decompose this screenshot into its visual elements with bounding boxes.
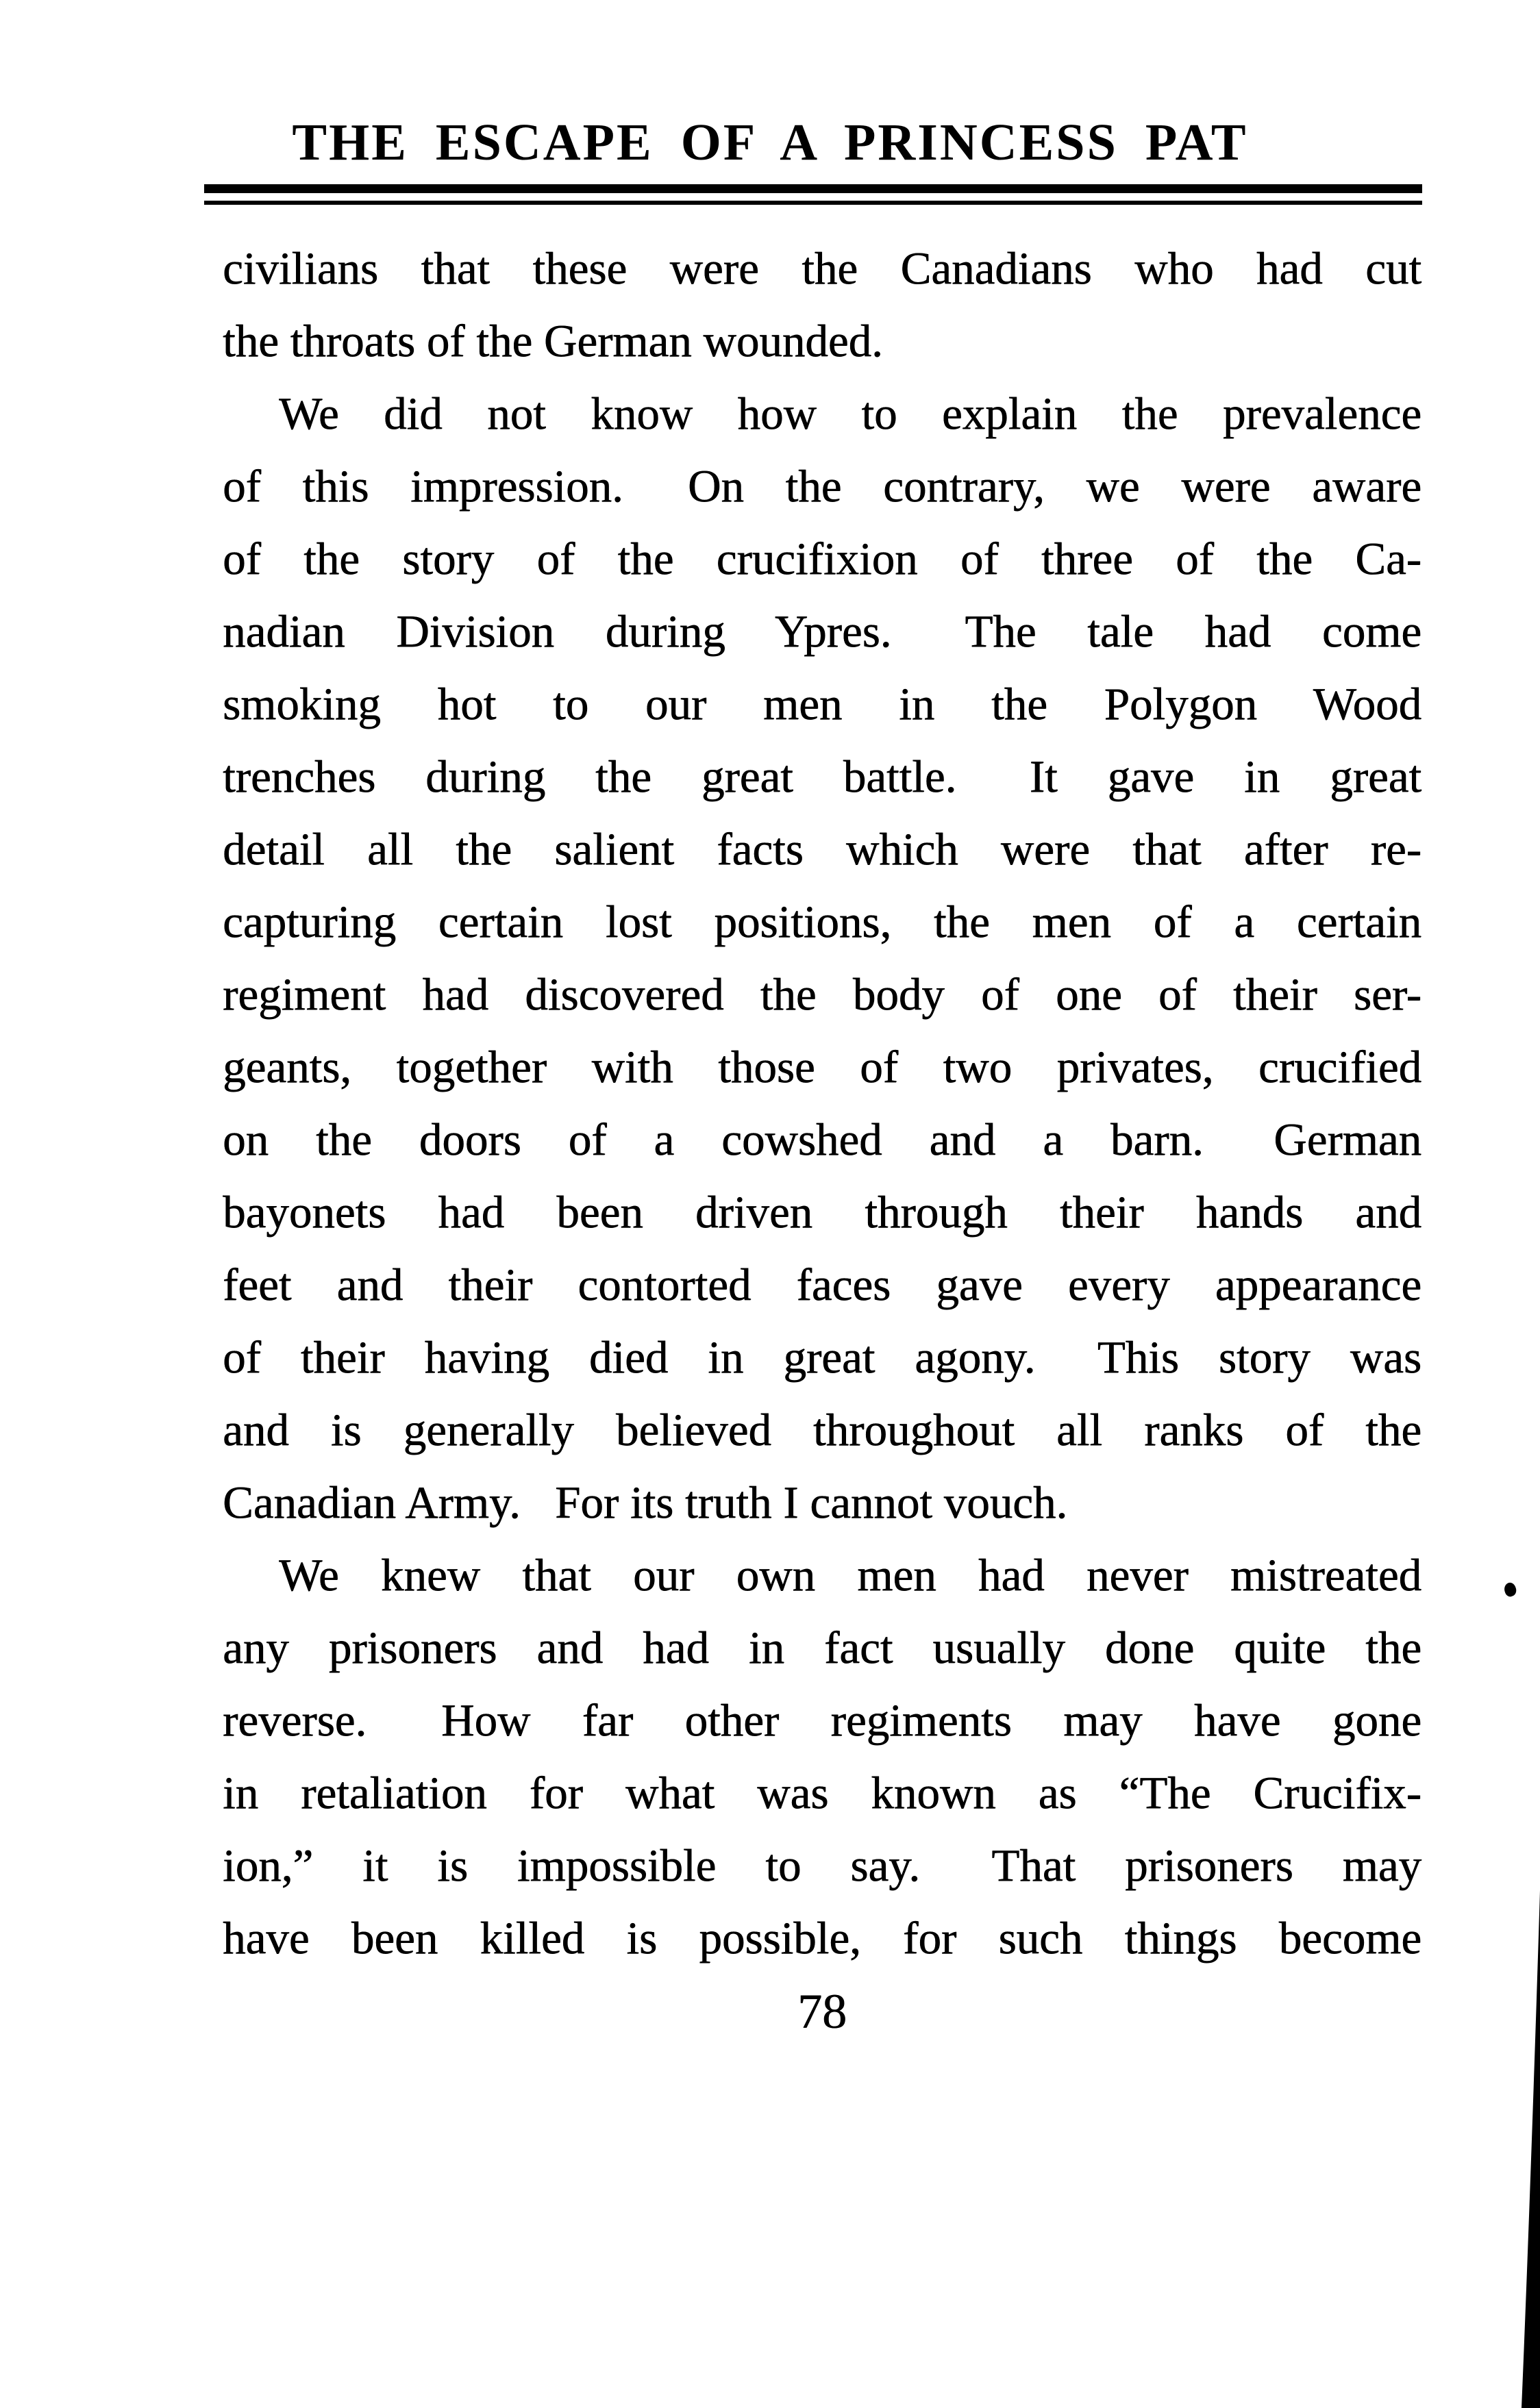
body-text-line: detail all the salient facts which were that after re- xyxy=(223,824,1421,875)
body-text-line: bayonets had been driven through their hands and xyxy=(223,1187,1421,1238)
ink-speck-artifact xyxy=(1502,1581,1518,1598)
body-text-line: civilians that these were the Canadians who had cut xyxy=(223,243,1421,294)
body-text-line: Canadian Army. For its truth I cannot vouch. xyxy=(223,1477,1068,1528)
body-text-line: and is generally believed throughout all ranks of the xyxy=(223,1405,1421,1455)
body-text-line: any prisoners and had in fact usually done quite the xyxy=(223,1622,1421,1673)
body-text-line: trenches during the great battle. It gave in great xyxy=(223,751,1421,802)
body-text-line: We knew that our own men had never mistreated xyxy=(279,1550,1421,1601)
body-text xyxy=(223,232,1421,1974)
body-text-line: capturing certain lost positions, the men of a certain xyxy=(223,896,1421,947)
body-text-line: on the doors of a cowshed and a barn. German xyxy=(223,1114,1421,1165)
body-text-line: ion,” it is impossible to say. That prisoners may xyxy=(223,1840,1421,1891)
body-text-line: feet and their contorted faces gave every appearance xyxy=(223,1259,1421,1310)
double-rule-bottom xyxy=(204,201,1422,205)
body-text-line: of this impression. On the contrary, we were aware xyxy=(223,461,1421,512)
body-text-line: reverse. How far other regiments may have gone xyxy=(223,1695,1421,1746)
body-text-line: of the story of the crucifixion of three of the Ca- xyxy=(223,534,1421,584)
double-rule-top xyxy=(204,184,1422,193)
body-text-line: geants, together with those of two privates, crucified xyxy=(223,1042,1421,1092)
running-header-title: THE ESCAPE OF A PRINCESS PAT xyxy=(292,114,1248,171)
body-text-line: of their having died in great agony. This story was xyxy=(223,1332,1421,1383)
body-text-line: the throats of the German wounded. xyxy=(223,316,883,366)
body-text-line: have been killed is possible, for such things become xyxy=(223,1913,1421,1964)
body-text-line: smoking hot to our men in the Polygon Wood xyxy=(223,679,1421,729)
body-text-line: We did not know how to explain the prevalence xyxy=(279,388,1421,439)
body-text-line: regiment had discovered the body of one of their ser- xyxy=(223,969,1421,1020)
body-text-line: nadian Division during Ypres. The tale had come xyxy=(223,606,1421,657)
body-text-line: in retaliation for what was known as “The Crucifix- xyxy=(223,1768,1421,1818)
page-number: 78 xyxy=(797,1984,847,2039)
